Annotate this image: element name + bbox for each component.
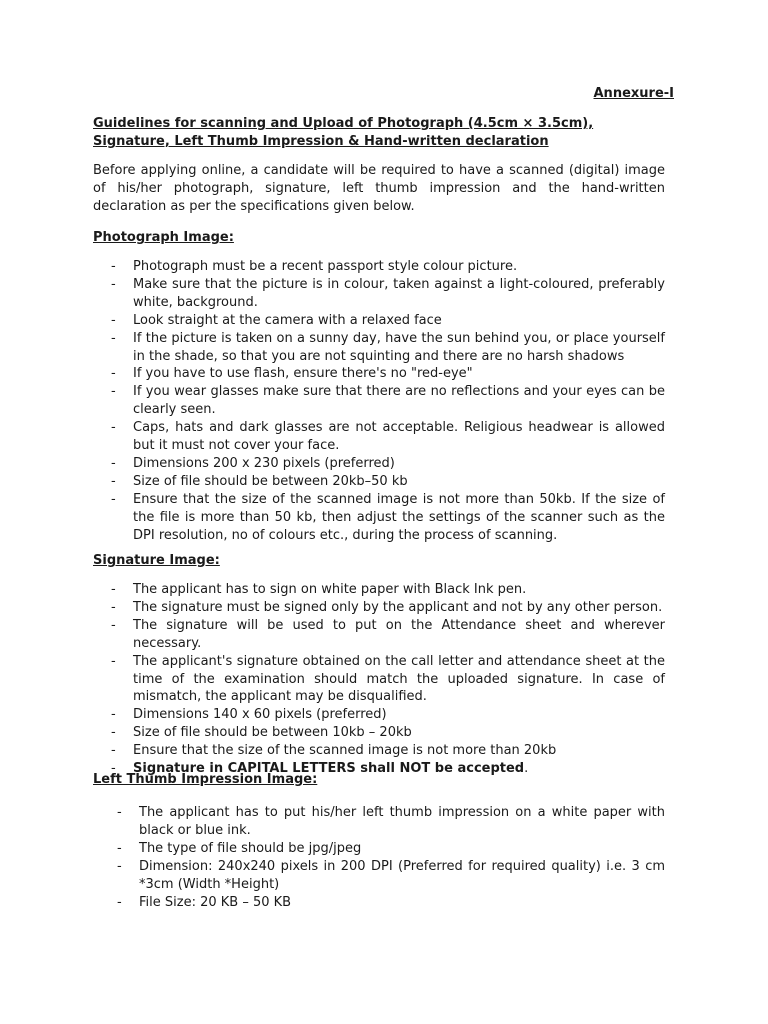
list-item (93, 383, 665, 419)
intro-paragraph: Before applying online, a candidate will be required to have a scanned (digital) image of his/her photograph, signature, left thumb impression and the hand-written declaration as per the specifications given below. (93, 163, 665, 214)
list-item-text: Dimension: 240x240 pixels in 200 DPI (Preferred for required quality) i.e. 3 cm *3cm (Width *Height) (139, 858, 665, 892)
list-item (93, 455, 665, 473)
bullet-marker: - (111, 743, 116, 759)
list-item-text: Ensure that the size of the scanned image is not more than 50kb. If the size of the file is more than 50 kb, then adjust the settings of the scanner such as the DPI resolution, no of colours etc., during the process of scanning. (133, 491, 665, 543)
list-item-text-end: . (524, 761, 529, 777)
list-item (99, 858, 665, 894)
bullet-marker: - (111, 276, 116, 292)
list-item-text: Caps, hats and dark glasses are not acceptable. Religious headwear is allowed but it must not cover your face. (133, 420, 665, 454)
bullet-marker: - (111, 653, 116, 669)
bullet-marker: - (111, 366, 116, 382)
list-item (93, 419, 665, 455)
list-item-text: Dimensions 200 x 230 pixels (preferred) (133, 455, 395, 471)
list-item-text: The applicant has to put his/her left thumb impression on a white paper with black or blue ink. (139, 805, 665, 838)
bullet-marker: - (117, 858, 122, 874)
list-item-text: If you wear glasses make sure that there are no reflections and your eyes can be clearly seen. (133, 384, 665, 418)
list-item-text: Photograph must be a recent passport style colour picture. (133, 259, 518, 274)
bullet-marker: - (111, 582, 116, 597)
list-item (93, 653, 665, 707)
document-title: Guidelines for scanning and Upload of Photograph (4.5cm × 3.5cm), Signature, Left Thumb Impression & Hand-written declaration (93, 116, 594, 149)
list-item (93, 617, 665, 653)
list-item-text: The signature must be signed only by the applicant and not by any other person. (133, 599, 663, 615)
list-item-text: The applicant has to sign on white paper with Black Ink pen. (133, 582, 527, 597)
photograph-heading: Photograph Image: (93, 230, 234, 245)
list-item-text: Dimensions 140 x 60 pixels (preferred) (133, 707, 387, 723)
list-item (93, 330, 665, 366)
list-item-text: Size of file should be between 20kb–50 kb (133, 473, 408, 489)
bullet-marker: - (117, 840, 122, 856)
list-item-text: Size of file should be between 10kb – 20kb (133, 725, 412, 741)
list-item (93, 258, 665, 276)
list-item (99, 840, 665, 858)
list-item-text: If the picture is taken on a sunny day, have the sun behind you, or place yourself in the shade, so that you are not squinting and there are no harsh shadows (133, 330, 665, 364)
list-item-text: The applicant's signature obtained on the call letter and attendance sheet at the time of the examination should match the uploaded signature. In case of mismatch, the applicant may be disqualified. (133, 653, 665, 705)
list-item (93, 312, 665, 330)
list-item (93, 724, 665, 742)
list-item-text: Make sure that the picture is in colour, taken against a light-coloured, preferably white, background. (133, 276, 665, 310)
list-item (93, 365, 665, 383)
bullet-marker: - (111, 420, 116, 436)
list-item (93, 581, 665, 599)
list-item (93, 491, 665, 545)
list-item-text: The type of file should be jpg/jpeg (139, 840, 362, 856)
list-item (93, 742, 665, 760)
bullet-marker: - (117, 805, 122, 820)
bullet-marker: - (111, 330, 116, 346)
list-item-text: The signature will be used to put on the Attendance sheet and wherever necessary. (133, 617, 665, 651)
list-item-text: If you have to use flash, ensure there's no "red-eye" (133, 366, 473, 382)
thumb-heading: Left Thumb Impression Image: (93, 772, 318, 787)
list-item-text: Look straight at the camera with a relaxed face (133, 312, 442, 328)
bullet-marker: - (111, 599, 116, 615)
photograph-list (93, 258, 665, 545)
bullet-marker: - (111, 473, 116, 489)
bullet-marker: - (111, 384, 116, 400)
thumb-list (99, 804, 665, 911)
list-item (93, 706, 665, 724)
signature-heading: Signature Image: (93, 553, 220, 568)
annexure-label: Annexure-I (593, 86, 674, 101)
bullet-marker: - (117, 894, 122, 910)
list-item (93, 599, 665, 617)
signature-list (93, 581, 665, 778)
bullet-marker: - (111, 725, 116, 741)
bullet-marker: - (111, 259, 116, 274)
list-item-text: Ensure that the size of the scanned image is not more than 20kb (133, 743, 557, 759)
bullet-marker: - (111, 707, 116, 723)
list-item (99, 804, 665, 840)
list-item (99, 894, 665, 912)
bullet-marker: - (111, 455, 116, 471)
bullet-marker: - (111, 617, 116, 633)
list-item-text: File Size: 20 KB – 50 KB (139, 894, 292, 910)
list-item (93, 473, 665, 491)
bullet-marker: - (111, 491, 116, 507)
bullet-marker: - (111, 312, 116, 328)
list-item-text-bold: Signature in CAPITAL LETTERS shall NOT be accepted (133, 761, 525, 777)
list-item (93, 276, 665, 312)
bullet-marker: - (111, 761, 116, 777)
